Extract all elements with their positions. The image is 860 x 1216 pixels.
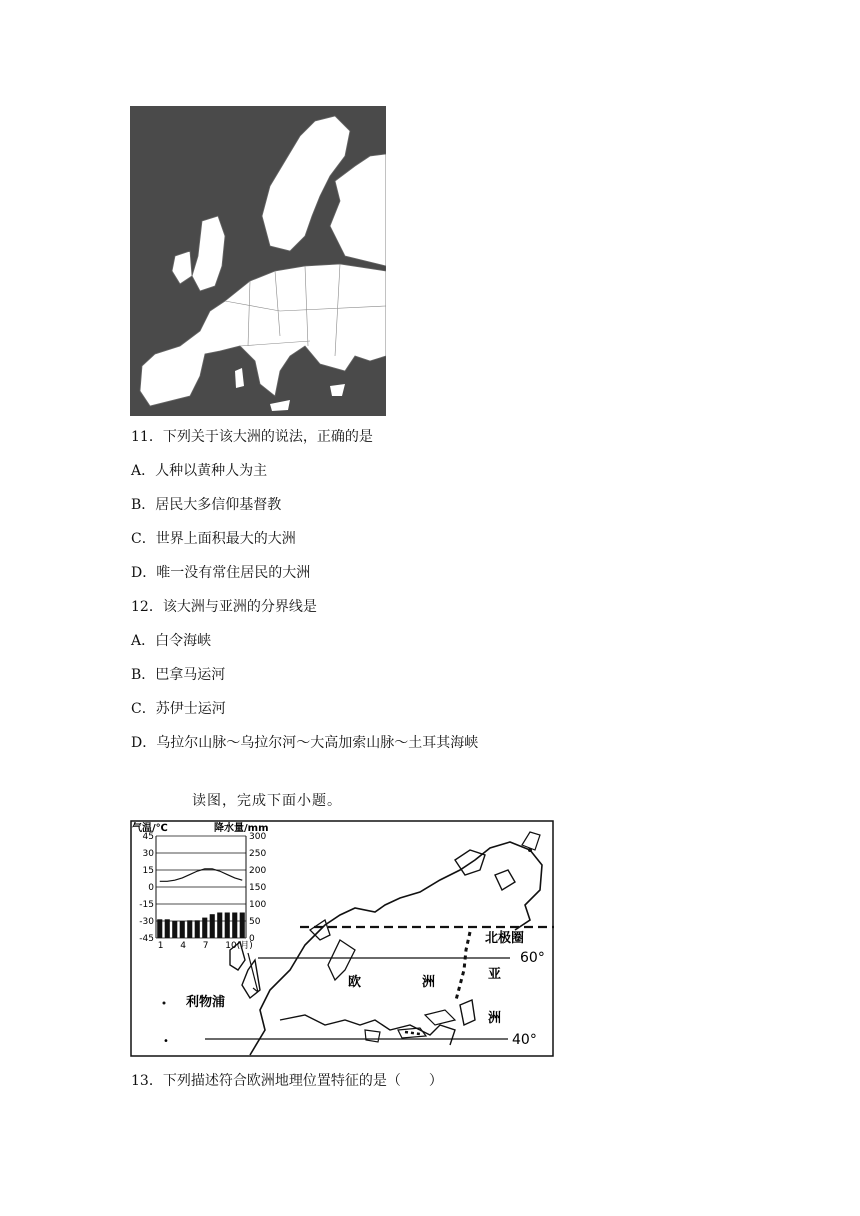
latitude-40-label: 40°: [512, 1032, 537, 1048]
precipitation-bar: [165, 919, 170, 938]
question-12-option-c[interactable]: C．苏伊士运河: [131, 701, 226, 717]
precipitation-bar: [180, 921, 185, 938]
precip-tick-label: 250: [249, 849, 267, 859]
temp-tick-label: -15: [139, 900, 154, 910]
precipitation-bar: [240, 913, 245, 939]
temp-tick-label: 45: [142, 832, 154, 842]
europe-label-1: 欧: [348, 975, 362, 990]
month-tick-label: 7: [202, 941, 209, 951]
precipitation-bar: [202, 918, 207, 938]
temp-tick-label: -45: [139, 934, 154, 944]
question-11-option-b[interactable]: B．居民大多信仰基督教: [131, 497, 282, 513]
precipitation-bar: [172, 921, 177, 938]
temp-axis-label: 气温/℃: [132, 823, 168, 834]
question-11-option-c[interactable]: C．世界上面积最大的大洲: [131, 531, 296, 547]
question-12-option-d[interactable]: D．乌拉尔山脉～乌拉尔河～大高加索山脉～土耳其海峡: [131, 735, 479, 751]
latitude-60-label: 60°: [520, 950, 545, 966]
precip-axis-label: 降水量/mm: [214, 823, 269, 834]
precipitation-bar: [225, 913, 230, 939]
month-tick-label: 10(月): [225, 941, 253, 951]
arctic-circle-label: 北极圈: [485, 931, 525, 946]
precipitation-bar: [232, 913, 237, 939]
precip-tick-label: 0: [249, 934, 255, 944]
question-11-option-a[interactable]: A．人种以黄种人为主: [131, 463, 268, 479]
europe-climate-map: [130, 820, 554, 1057]
month-tick-label: 1: [157, 941, 164, 951]
precipitation-bar: [187, 920, 192, 938]
precipitation-bar: [195, 920, 200, 938]
temp-tick-label: 30: [142, 849, 154, 859]
precipitation-bar: [210, 914, 215, 938]
reading-instruction: 读图，完成下面小题。: [192, 793, 342, 809]
asia-label-1: 亚: [488, 967, 502, 982]
precip-tick-label: 50: [249, 917, 261, 927]
precip-tick-label: 300: [249, 832, 267, 842]
question-12-option-b[interactable]: B．巴拿马运河: [131, 667, 226, 683]
precip-tick-label: 200: [249, 866, 267, 876]
month-tick-label: 4: [180, 941, 186, 951]
europe-label-2: 洲: [422, 975, 436, 990]
precip-tick-label: 100: [249, 900, 267, 910]
question-11-stem: 11．下列关于该大洲的说法，正确的是: [131, 429, 373, 445]
temp-tick-label: 15: [142, 866, 154, 876]
liverpool-label: 利物浦: [186, 995, 226, 1010]
precipitation-bar: [157, 919, 162, 938]
temp-tick-label: 0: [148, 883, 154, 893]
question-12-option-a[interactable]: A．白令海峡: [131, 633, 212, 649]
temp-tick-label: -30: [139, 917, 154, 927]
question-11-option-d[interactable]: D．唯一没有常住居民的大洲: [131, 565, 311, 581]
precipitation-bar: [217, 913, 222, 939]
question-12-stem: 12．该大洲与亚洲的分界线是: [131, 599, 317, 615]
precip-tick-label: 150: [249, 883, 267, 893]
svg-text:•: •: [163, 1036, 169, 1047]
question-13-stem: 13．下列描述符合欧洲地理位置特征的是（ ）: [131, 1073, 443, 1089]
asia-label-2: 洲: [488, 1011, 502, 1026]
europe-map-image: [130, 106, 386, 416]
